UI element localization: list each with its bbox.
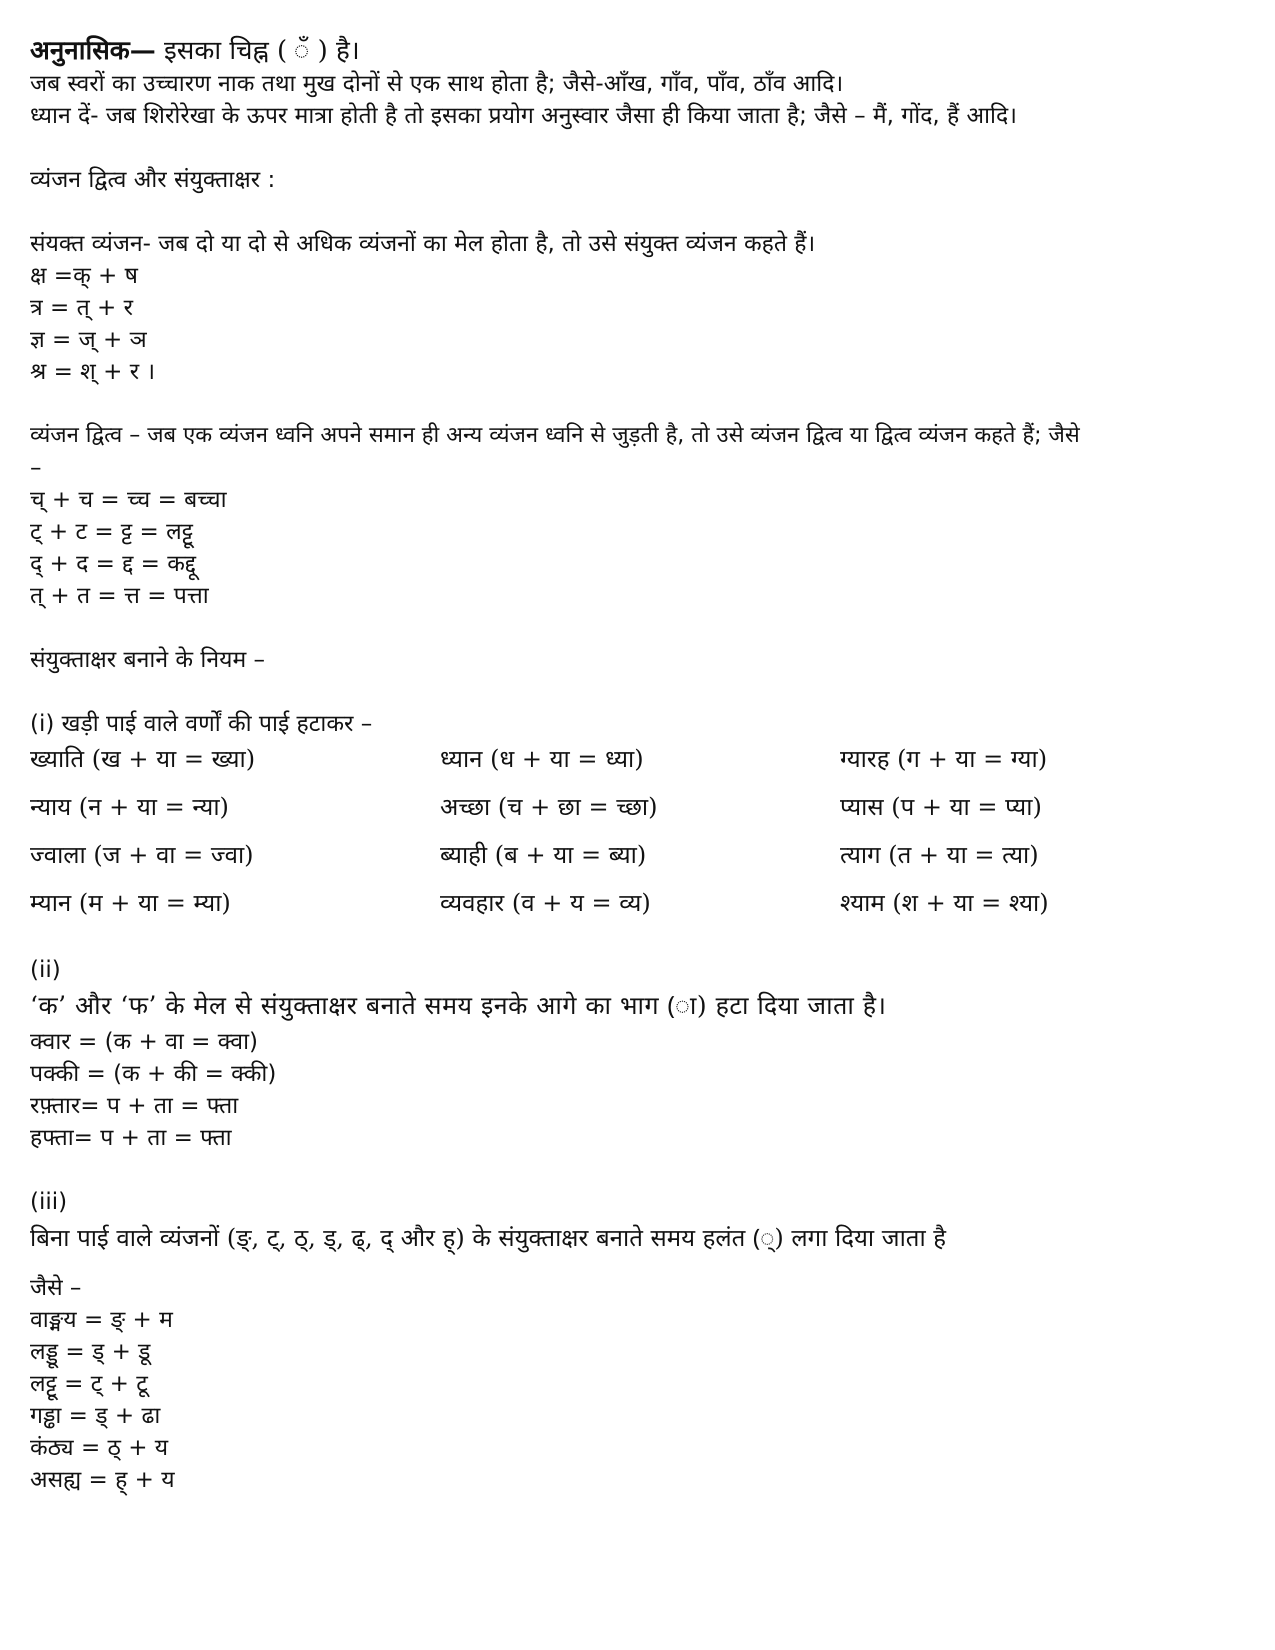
dvitva-example: त् + त = त्त = पत्ता — [30, 583, 209, 609]
anunasik-line-2: ध्यान दें- जब शिरोरेखा के ऊपर मात्रा होती है तो इसका प्रयोग अनुस्वार जैसा ही किया जाता है; जैसे – मैं, गोंद, हैं आदि। — [30, 103, 1017, 129]
dvitva-example: द् + द = द्द = कद्दू — [30, 551, 197, 577]
rule2-example: पक्की = (क + की = क्की) — [30, 1061, 277, 1087]
rule3-jaise: जैसे – — [30, 1275, 82, 1301]
table-cell: त्याग (त + या = त्या) — [840, 841, 1039, 869]
dvitva-example: च् + च = च्च = बच्चा — [30, 487, 227, 513]
rule3-label: (iii) — [30, 1189, 68, 1215]
rules-heading: संयुक्ताक्षर बनाने के नियम – — [30, 647, 266, 673]
table-cell: ब्याही (ब + या = ब्या) — [440, 841, 647, 869]
table-cell: श्याम (श + या = श्या) — [840, 889, 1049, 917]
table-cell: ख्याति (ख + या = ख्या) — [30, 745, 256, 773]
dvitva-dash: – — [30, 455, 42, 481]
rule3-example: लड्डू = ड् + डू — [30, 1339, 151, 1365]
samyukt-example: त्र = त् + र — [30, 295, 134, 321]
rule3-example: लट्टू = ट् + टू — [30, 1371, 148, 1397]
section-heading: व्यंजन द्वित्व और संयुक्ताक्षर : — [30, 167, 276, 193]
table-cell: ग्यारह (ग + या = ग्या) — [840, 745, 1048, 773]
rule2-example: क्वार = (क + वा = क्वा) — [30, 1029, 259, 1055]
dvitva-definition: व्यंजन द्वित्व – जब एक व्यंजन ध्वनि अपने समान ही अन्य व्यंजन ध्वनि से जुड़ती है, तो उसे व्यंजन द्वित्व या द्वित्व व्यंजन कहते हैं; जैसे — [30, 423, 1080, 448]
anunasik-heading — [30, 34, 1255, 68]
anunasik-symbol: इसका चिह्न ( ँ ) है। — [155, 36, 360, 66]
table-cell: व्यवहार (व + य = व्य) — [440, 889, 651, 917]
rule2-example: हफ्ता= प + ता = फ्ता — [30, 1125, 232, 1151]
samyukt-definition: संयक्त व्यंजन- जब दो या दो से अधिक व्यंजनों का मेल होता है, तो उसे संयुक्त व्यंजन कहते हैं। — [30, 231, 816, 257]
anunasik-line-1: जब स्वरों का उच्चारण नाक तथा मुख दोनों से एक साथ होता है; जैसे-आँख, गाँव, पाँव, ठाँव आदि। — [30, 71, 844, 97]
rule3-text: बिना पाई वाले व्यंजनों (ङ्, ट्, ठ्, ड्, ढ्, द् और ह्) के संयुक्ताक्षर बनाते समय हलंत (्) लगा दिया जाता है — [30, 1224, 947, 1252]
table-cell: अच्छा (च + छा = च्छा) — [440, 793, 658, 821]
table-cell: प्यास (प + या = प्या) — [840, 793, 1042, 821]
dvitva-example: ट् + ट = ट्ट = लट्टू — [30, 519, 193, 545]
rule3-example: वाङ्मय = ङ् + म — [30, 1307, 173, 1333]
rule2-example: रफ़्तार= प + ता = फ्ता — [30, 1093, 239, 1119]
rule1-table — [30, 740, 1255, 922]
samyukt-example: क्ष =क् + ष — [30, 263, 138, 289]
rule2-text: ‘क’ और ‘फ’ के मेल से संयुक्ताक्षर बनाते समय इनके आगे का भाग (ा) हटा दिया जाता है। — [30, 991, 887, 1020]
table-cell: ज्वाला (ज + वा = ज्वा) — [30, 841, 254, 869]
anunasik-title: अनुनासिक— — [30, 36, 156, 66]
rule2-label: (ii) — [30, 957, 61, 983]
table-cell: ध्यान (ध + या = ध्या) — [440, 745, 644, 773]
document-page — [30, 34, 1255, 1496]
rule3-example: असह्य = ह् + य — [30, 1467, 175, 1493]
table-cell: म्यान (म + या = म्या) — [30, 889, 231, 917]
samyukt-example: ज्ञ = ज् + ञ — [30, 327, 147, 353]
rule1-label: (i) खड़ी पाई वाले वर्णों की पाई हटाकर – — [30, 711, 373, 737]
samyukt-example: श्र = श् + र । — [30, 359, 156, 385]
table-cell: न्याय (न + या = न्या) — [30, 793, 229, 821]
rule3-example: गड्ढा = ड् + ढा — [30, 1403, 161, 1429]
rule3-example: कंठ्य = ठ् + य — [30, 1435, 169, 1461]
